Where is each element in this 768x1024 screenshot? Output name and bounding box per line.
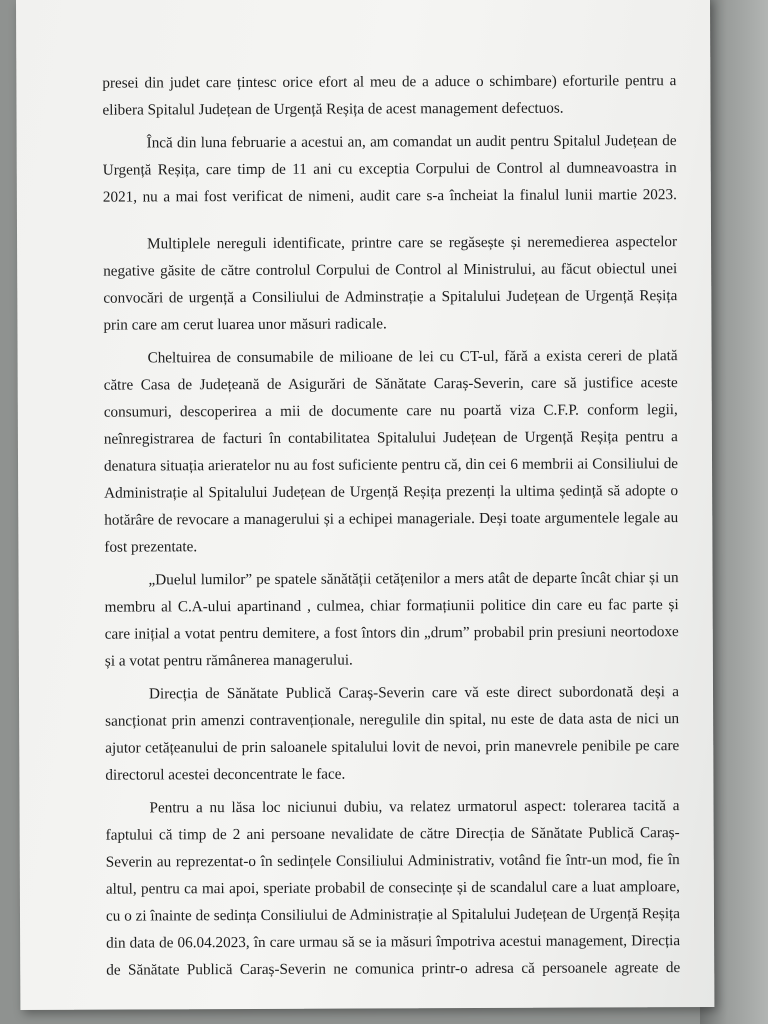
document-body [102, 67, 680, 983]
text-line: și a votat pentru rămânerea managerului. [104, 651, 353, 670]
text-line: consumuri, descoperirea a mii de documente care nu poartă viza C.F.P. conform legii, [103, 401, 678, 421]
text-line: presei din judet care țintesc orice efort al meu de a aduce o schimbare) eforturile pentru a [102, 72, 677, 92]
paragraph-3 [103, 228, 677, 339]
text-line: directorul acestei deconcentrate le face. [105, 765, 346, 784]
paragraph-7 [105, 792, 680, 984]
text-line: Pentru a nu lăsa loc niciunui dubiu, va relatez urmatorul aspect: tolerarea tacită a [149, 797, 680, 817]
text-line: membru al C.A-ului apartinand , culmea, chiar formațiunii politice din care eu fac parte și [104, 596, 679, 616]
text-line: care inițial a votat pentru demitere, a fost întors din „drum” probabil prin presiuni neortodoxe [104, 623, 679, 643]
text-line: „Duelul lumilor” pe spatele sănătății cetățenilor a mers atât de departe încât chiar și un [148, 569, 679, 589]
text-line: negative găsite de către controlul Corpului de Control al Ministrului, au făcut obiectul unei [103, 260, 678, 280]
text-line: faptului că timp de 2 ani persoane nevalidate de către Direcția de Sănătate Publică Caraș- [105, 824, 680, 844]
text-line: Urgență Reșița, care timp de 11 ani cu exceptia Corpului de Control al dumneavoastra in [102, 159, 677, 179]
text-line: denatura situația arieratelor nu au fost suficiente pentru că, din cei 6 membrii ai Consiliului de [103, 455, 679, 475]
text-line: cu o zi înainte de sedința Consiliului de Administrație al Spitalului Județean de Urgență Reșița [105, 905, 681, 925]
paragraph-4 [104, 342, 679, 561]
text-line: Multiplele nereguli identificate, printre care se regăsește și neremedierea aspectelor [147, 233, 678, 253]
text-line: de Sănătate Publică Caraș-Severin ne comunica printr-o adresa că persoanele agreate de [106, 959, 681, 979]
text-line: Severin au reprezentat-o în sedințele Consiliului Administrativ, votând fie într-un mod, fie în [105, 851, 680, 871]
text-line: 2021, nu a mai fost verificat de nimeni, audit care s-a încheiat la finalul lunii martie 2023. [102, 186, 677, 206]
paragraph-1 [102, 67, 676, 124]
text-line: Cheltuirea de consumabile de milioane de lei cu CT-ul, fără a exista cereri de plată [147, 347, 678, 367]
text-line: neînregistrarea de facturi în contabilitatea Spitalului Județean de Urgență Reșița pentru a [103, 428, 678, 448]
document-page [16, 0, 714, 1010]
text-line: Încă din luna februarie a acestui an, am comandat un audit pentru Spitalul Județean de [146, 132, 677, 152]
paragraph-2 [103, 127, 677, 211]
text-line: Direcția de Sănătate Publică Caraș-Severin care vă este direct subordonată deși a [148, 683, 680, 703]
text-line: convocări de urgență a Consiliului de Adminstrație a Spitalului Județean de Urgență Reșița [103, 287, 678, 307]
paragraph-5 [104, 564, 678, 675]
text-line: Administrație al Spitalului Județean de Urgență Reșița prezenți la ultima ședință să adopte o [104, 482, 679, 502]
paragraph-6 [105, 678, 679, 789]
text-line: elibera Spitalul Județean de Urgență Reșița de acest management defectuos. [102, 99, 564, 119]
text-line: sancționat prin amenzi contravenționale, neregulile din spital, nu este de data asta de nici un [105, 710, 680, 730]
text-line: altul, pentru ca mai apoi, speriate probabil de consecințe și de scandalul care a luat amploare, [105, 878, 680, 898]
text-line: prin care am cerut luarea unor măsuri radicale. [103, 315, 387, 334]
text-line: hotărâre de revocare a managerului și a echipei manageriale. Deși toate argumentele legale au [104, 509, 679, 529]
text-line: fost prezentate. [104, 538, 198, 556]
text-line: ajutor cetățeanului de prin saloanele spitalului lovit de nevoi, prin manevrele penibile pe care [105, 737, 680, 757]
text-line: către Casa de Județeană de Asigurări de Sănătate Caraș-Severin, care să justifice aceste [103, 374, 678, 394]
text-line: din data de 06.04.2023, în care urmau să se ia măsuri împotriva acestui management, Direcția [106, 932, 681, 952]
